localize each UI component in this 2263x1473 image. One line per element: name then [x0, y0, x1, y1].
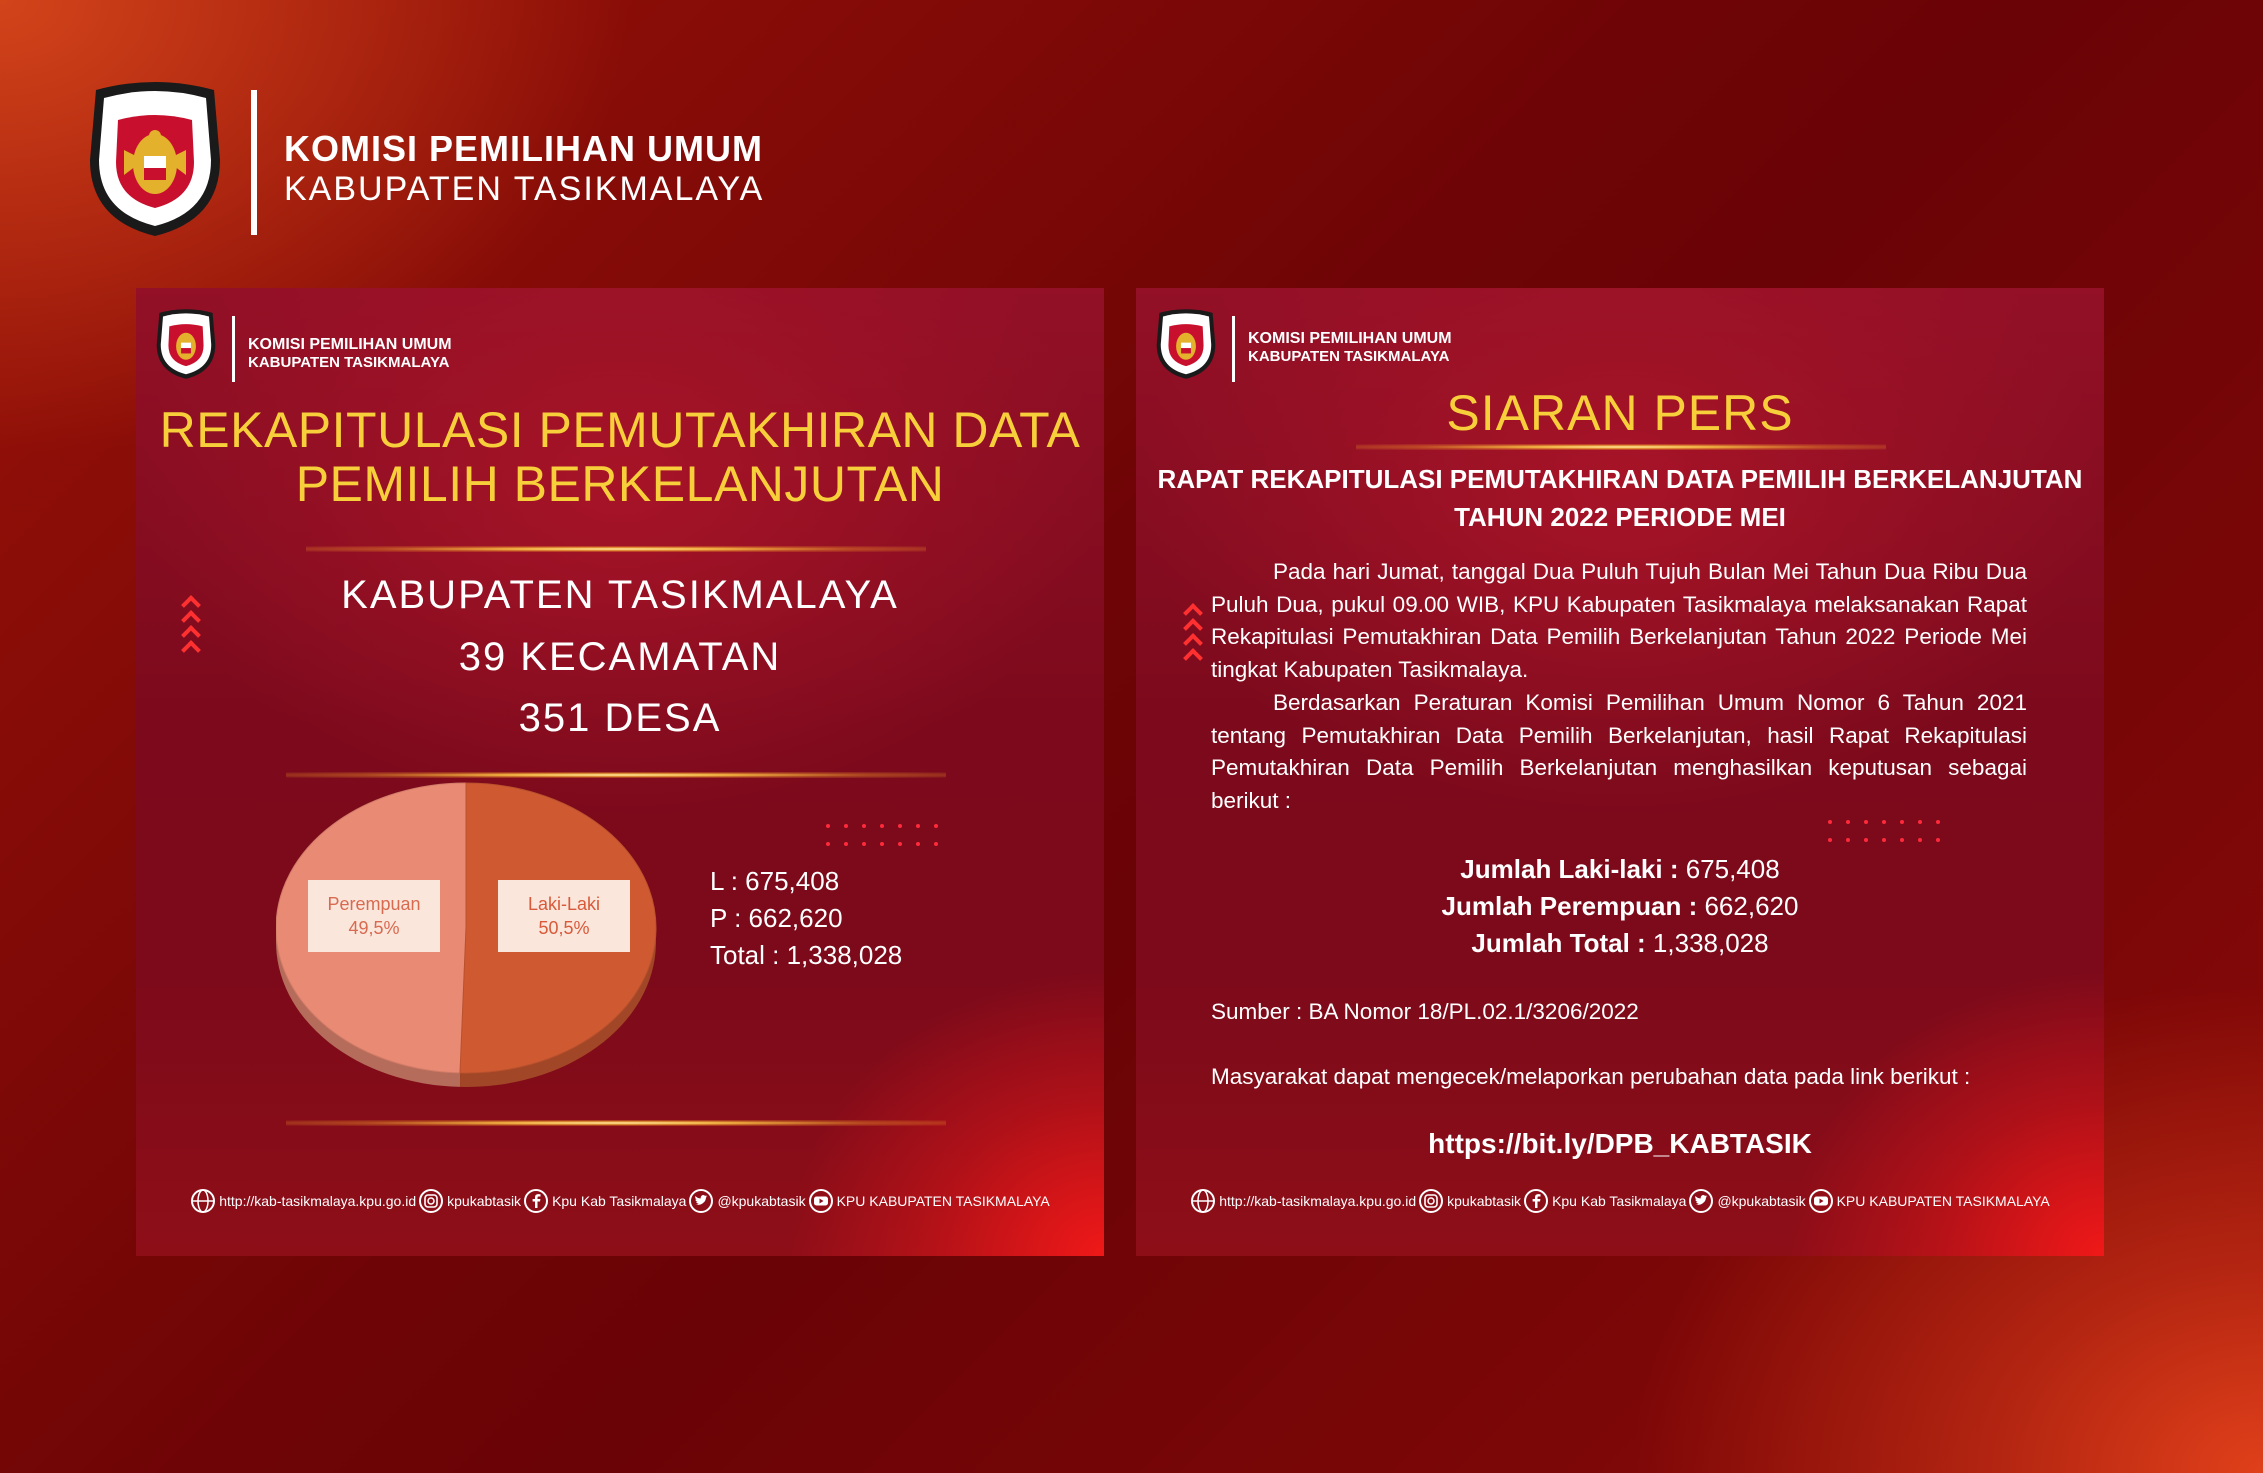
gold-divider — [286, 1120, 946, 1126]
facebook-link[interactable] — [523, 1188, 686, 1214]
twitter-text: @kpukabtasik — [717, 1193, 806, 1209]
youtube-icon — [1808, 1188, 1834, 1214]
recap-title-line2: PEMILIH BERKELANJUTAN — [295, 456, 945, 512]
org-name: KOMISI PEMILIHAN UMUM — [284, 128, 763, 169]
body-paragraph-2: Berdasarkan Peraturan Komisi Pemilihan Umum Nomor 6 Tahun 2021 tentang Pemutakhiran Data Pemilih Berkelanjutan, hasil Rapat Rekapitulasi Pemutakhiran Data Pemilih Berkelanjutan menghasilkan keputusan sebagai berikut : — [1211, 690, 2027, 813]
card-org-region: KABUPATEN TASIKMALAYA — [1248, 348, 1450, 365]
male-total-label: Jumlah Laki-laki : — [1460, 854, 1679, 884]
instagram-text: kpukabtasik — [447, 1193, 522, 1209]
female-total-label: Jumlah Perempuan : — [1441, 891, 1698, 921]
press-release-card — [1136, 288, 2104, 1256]
card-header-divider — [232, 316, 235, 382]
region-text: KABUPATEN TASIKMALAYA — [341, 573, 899, 617]
social-footer — [136, 1186, 1104, 1216]
website-text: http://kab-tasikmalaya.kpu.go.id — [1219, 1193, 1417, 1209]
youtube-icon — [808, 1188, 834, 1214]
gold-divider — [1356, 444, 1886, 450]
website-text: http://kab-tasikmalaya.kpu.go.id — [219, 1193, 417, 1209]
twitter-text: @kpukabtasik — [1717, 1193, 1806, 1209]
body-paragraph-1: Pada hari Jumat, tanggal Dua Puluh Tujuh Bulan Mei Tahun Dua Ribu Dua Puluh Dua, pukul 09.00 WIB, KPU Kabupaten Tasikmalaya melaksanakan Rapat Rekapitulasi Pemutakhiran Data Pemilih Berkelanjutan Tahun 2022 Periode Mei tingkat Kabupaten Tasikmalaya. — [1211, 559, 2027, 682]
pie-label-perempuan-value: 49,5% — [348, 918, 400, 938]
kpu-logo — [1154, 308, 1218, 380]
instagram-link[interactable] — [418, 1188, 521, 1214]
press-release-title: SIARAN PERS — [1446, 385, 1794, 441]
gender-pie-chart — [276, 778, 676, 1138]
globe-icon — [190, 1188, 216, 1214]
male-total-value: 675,408 — [1678, 854, 1780, 884]
youtube-link[interactable] — [808, 1188, 1050, 1214]
kpu-logo — [84, 80, 226, 238]
recap-infographic-card — [136, 288, 1104, 1256]
youtube-link[interactable] — [1808, 1188, 2050, 1214]
grand-total-value: 1,338,028 — [1645, 928, 1769, 958]
pie-label-laki-name: Laki-Laki — [527, 894, 601, 914]
instagram-icon — [1418, 1188, 1444, 1214]
stat-female: P : 662,620 — [710, 903, 843, 933]
kpu-logo — [154, 308, 218, 380]
dot-pattern — [826, 824, 938, 860]
report-link[interactable]: https://bit.ly/DPB_KABTASIK — [1428, 1128, 1812, 1159]
youtube-text: KPU KABUPATEN TASIKMALAYA — [836, 1193, 1050, 1209]
female-total-value: 662,620 — [1697, 891, 1799, 921]
desa-count: 351 DESA — [518, 696, 722, 740]
facebook-link[interactable] — [1523, 1188, 1686, 1214]
youtube-text: KPU KABUPATEN TASIKMALAYA — [1836, 1193, 2050, 1209]
subtitle-line2: TAHUN 2022 PERIODE MEI — [1454, 502, 1786, 532]
twitter-icon — [688, 1188, 714, 1214]
facebook-text: Kpu Kab Tasikmalaya — [1552, 1193, 1687, 1209]
male-total-line — [1136, 854, 2104, 885]
header-divider — [251, 90, 257, 235]
pie-label-perempuan-name: Perempuan — [327, 894, 421, 914]
card-org-name: KOMISI PEMILIHAN UMUM — [248, 336, 452, 353]
pie-label-laki-value: 50,5% — [538, 918, 590, 938]
facebook-text: Kpu Kab Tasikmalaya — [552, 1193, 687, 1209]
source-text: Sumber : BA Nomor 18/PL.02.1/3206/2022 — [1211, 999, 1639, 1024]
card-header-divider — [1232, 316, 1235, 382]
instagram-link[interactable] — [1418, 1188, 1521, 1214]
stat-male: L : 675,408 — [710, 866, 840, 896]
gold-divider — [306, 546, 926, 552]
website-link[interactable] — [1190, 1188, 1416, 1214]
card-org-name: KOMISI PEMILIHAN UMUM — [1248, 330, 1452, 347]
twitter-icon — [1688, 1188, 1714, 1214]
recap-title-line1: REKAPITULASI PEMUTAKHIRAN DATA — [159, 402, 1081, 458]
grand-total-label: Jumlah Total : — [1471, 928, 1646, 958]
card-org-region: KABUPATEN TASIKMALAYA — [248, 354, 450, 371]
dot-pattern — [1828, 820, 1940, 856]
subtitle-line1: RAPAT REKAPITULASI PEMUTAKHIRAN DATA PEMILIH BERKELANJUTAN — [1157, 464, 2083, 494]
kecamatan-count: 39 KECAMATAN — [458, 635, 782, 679]
facebook-icon — [523, 1188, 549, 1214]
grand-total-line — [1136, 928, 2104, 959]
twitter-link[interactable] — [688, 1188, 805, 1214]
stat-total: Total : 1,338,028 — [710, 940, 903, 970]
org-region: KABUPATEN TASIKMALAYA — [284, 170, 765, 208]
instagram-icon — [418, 1188, 444, 1214]
report-info-text: Masyarakat dapat mengecek/melaporkan perubahan data pada link berikut : — [1211, 1064, 1971, 1089]
press-release-subtitle — [1156, 460, 2084, 536]
pie-label-laki — [498, 880, 630, 952]
facebook-icon — [1523, 1188, 1549, 1214]
recap-title — [136, 403, 1104, 511]
website-link[interactable] — [190, 1188, 416, 1214]
social-footer — [1136, 1186, 2104, 1216]
pie-svg — [276, 778, 676, 1138]
twitter-link[interactable] — [1688, 1188, 1805, 1214]
pie-label-perempuan — [308, 880, 440, 952]
instagram-text: kpukabtasik — [1447, 1193, 1522, 1209]
globe-icon — [1190, 1188, 1216, 1214]
female-total-line — [1136, 891, 2104, 922]
chevron-up-icon — [1182, 606, 1206, 666]
